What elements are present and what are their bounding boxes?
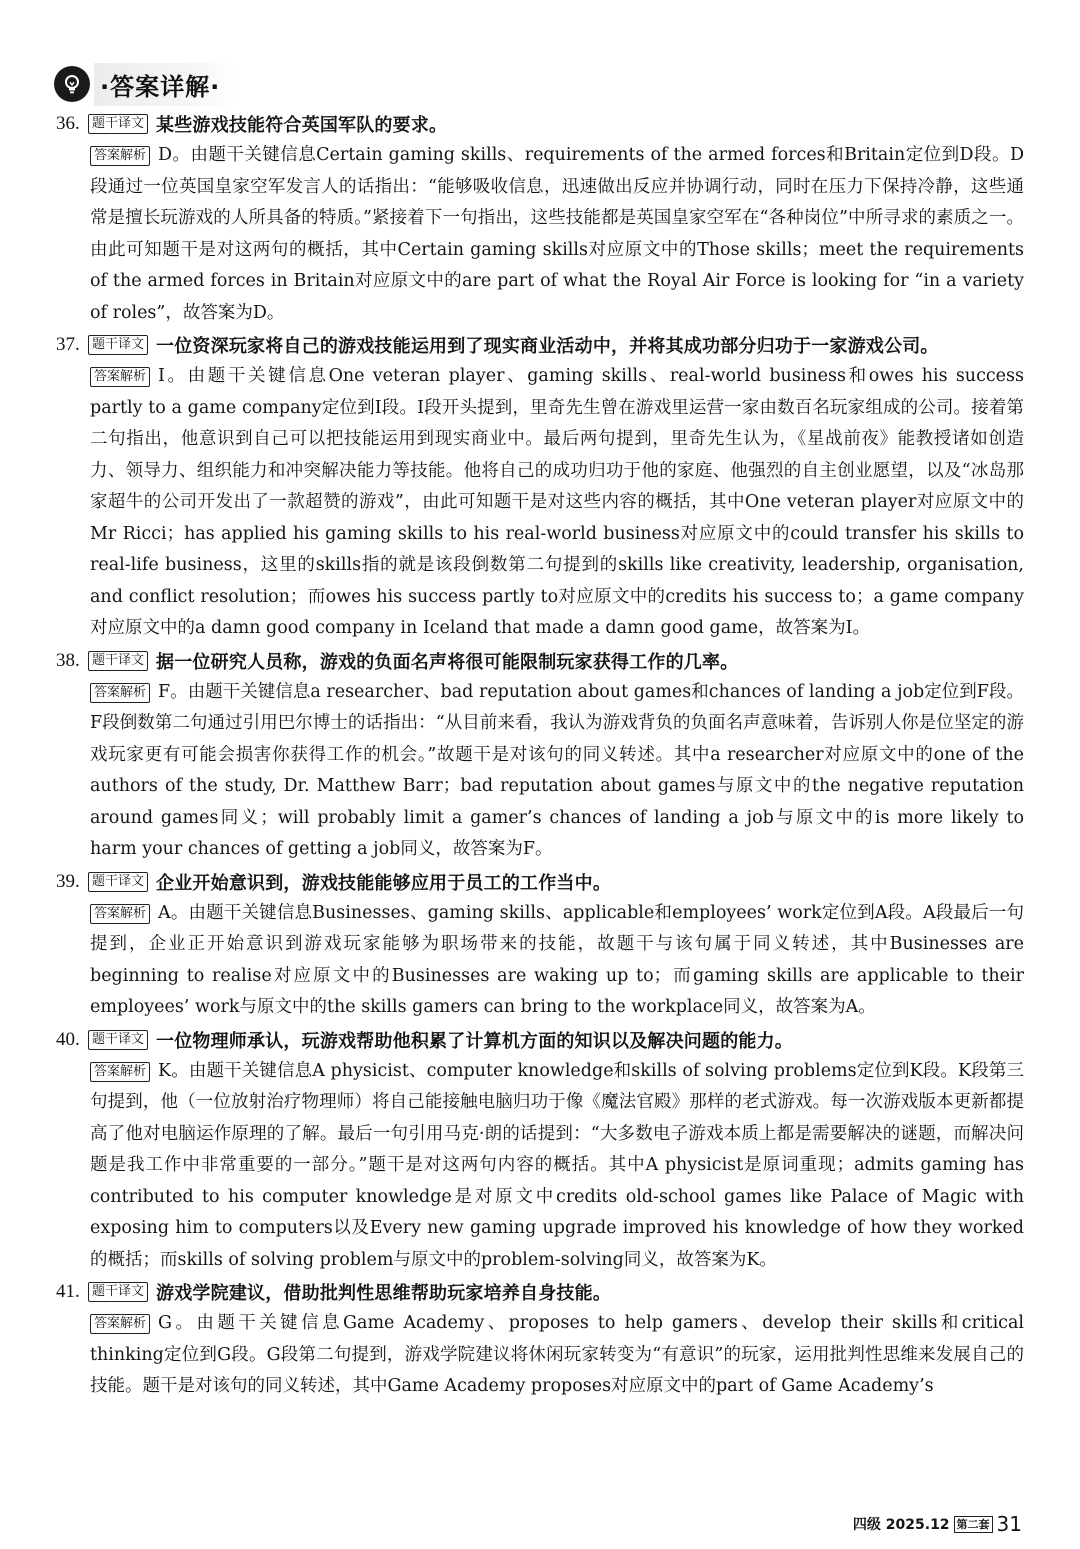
question-number: 37. xyxy=(56,334,80,355)
answer-explanation: K。由题干关键信息A physicist、computer knowledge和skills of solving problems定位到K段。K段第三句提到，他（一位放射治疗物理师）将自己能接触电脑归功于像《魔法官殿》那样的老式游戏。每一次游戏版本更新都提高了他对电脑运作原理的了解。最后一句引用马克·朗的话提到：“大多数电子游戏本质上都是需要解决的谜题，而解决问题是我工作中非常重要的一部分。”题干是对这两句内容的概括。其中A physicist是原词重现；admits gaming has contributed to his computer knowledge是对原文中credits old-school games like Palace of Magic with exposing him to computers以及Every new gaming upgrade improved his knowledge of how they worked的概括；而skills of solving problem与原文中的problem-solving同义，故答案为K。 xyxy=(90,1060,1024,1270)
answer-tag: 答案解析 xyxy=(90,146,150,166)
question-tag: 题干译文 xyxy=(88,335,148,355)
question-translation: 游戏学院建议，借助批判性思维帮助玩家培养自身技能。 xyxy=(156,1283,612,1304)
question-number: 39. xyxy=(56,870,80,892)
question-tag: 题干译文 xyxy=(88,872,148,892)
question-tag: 题干译文 xyxy=(88,1030,148,1050)
question-translation: 一位物理师承认，玩游戏帮助他积累了计算机方面的知识以及解决问题的能力。 xyxy=(156,1030,794,1052)
question-number: 38. xyxy=(56,649,80,671)
lightbulb-icon xyxy=(54,66,90,102)
answer-item-36 xyxy=(56,108,1024,329)
question-number: 36. xyxy=(56,113,80,134)
answer-tag: 答案解析 xyxy=(90,1314,150,1334)
page-footer xyxy=(853,1512,1022,1536)
question-number: 41. xyxy=(56,1281,80,1302)
section-title: ·答案详解· xyxy=(94,63,238,106)
question-translation: 某些游戏技能符合英国军队的要求。 xyxy=(156,115,448,136)
answer-tag: 答案解析 xyxy=(90,904,150,924)
answer-tag: 答案解析 xyxy=(90,1062,150,1082)
answer-explanation: F。由题干关键信息a researcher、bad reputation about games和chances of landing a job定位到F段。F段倒数第二句通过引用巴尔博士的话指出：“从目前来看，我认为游戏背负的负面名声意味着，告诉别人你是位坚定的游戏玩家更有可能会损害你获得工作的机会。”故题干是对该句的同义转述。其中a researcher对应原文中的one of the authors of the study, Dr. Matthew Barr；bad reputation about games与原文中的the negative reputation around games同义；will probably limit a gamer’s chances of landing a job与原文中的is more likely to harm your chances of getting a job同义，故答案为F。 xyxy=(90,681,1024,859)
question-translation: 据一位研究人员称，游戏的负面名声将很可能限制玩家获得工作的几率。 xyxy=(156,651,739,673)
answer-item-40 xyxy=(56,1024,1024,1277)
question-number: 40. xyxy=(56,1028,80,1050)
section-header xyxy=(54,62,238,106)
answer-list xyxy=(56,108,1024,1403)
question-translation: 一位资深玩家将自己的游戏技能运用到了现实商业活动中，并将其成功部分归功于一家游戏公司。 xyxy=(156,336,939,357)
question-tag: 题干译文 xyxy=(88,651,148,671)
answer-item-41 xyxy=(56,1276,1024,1403)
answer-explanation: D。由题干关键信息Certain gaming skills、requirements of the armed forces和Britain定位到D段。D段通过一位英国皇家空军发言人的话指出：“能够吸收信息，迅速做出反应并协调行动，同时在压力下保持冷静，这些通常是擅长玩游戏的人所具备的特质。”紧接着下一句指出，这些技能都是英国皇家空军在“各种岗位”中所寻求的素质之一。由此可知题干是对这两句的概括，其中Certain gaming skills对应原文中的Those skills；meet the requirements of the armed forces in Britain对应原文中的are part of what the Royal Air Force is looking for “in a variety of roles”，故答案为D。 xyxy=(90,145,1024,323)
page-number: 31 xyxy=(996,1512,1022,1536)
set-tag: 第二套 xyxy=(954,1516,993,1533)
question-tag: 题干译文 xyxy=(88,1282,148,1302)
question-tag: 题干译文 xyxy=(88,114,148,134)
issue-label: 四级 2025.12 xyxy=(852,1517,950,1533)
answer-explanation: I。由题干关键信息One veteran player、gaming skills、real-world business和owes his success partly to a game company定位到I段。I段开头提到，里奇先生曾在游戏里运营一家由数百名玩家组成的公司。接着第二句指出，他意识到自己可以把技能运用到现实商业中。最后两句提到，里奇先生认为，《星战前夜》能教授诸如创造力、领导力、组织能力和冲突解决能力等技能。他将自己的成功归功于他的家庭、他强烈的自主创业愿望，以及“冰岛那家超牛的公司开发出了一款超赞的游戏”，由此可知题干是对这些内容的概括，其中One veteran player对应原文中的Mr Ricci；has applied his gaming skills to his real-world business对应原文中的could transfer his skills to real-life business，这里的skills指的就是该段倒数第二句提到的skills like creativity, leadership, organisation, and conflict resolution；而owes his success partly to对应原文中的credits his success to；a game company对应原文中的a damn good company in Iceland that made a damn good game，故答案为I。 xyxy=(90,366,1024,638)
answer-tag: 答案解析 xyxy=(90,367,150,387)
answer-tag: 答案解析 xyxy=(90,683,150,703)
question-translation: 企业开始意识到，游戏技能能够应用于员工的工作当中。 xyxy=(156,872,612,894)
answer-item-37 xyxy=(56,329,1024,645)
answer-item-38 xyxy=(56,645,1024,866)
answer-item-39 xyxy=(56,866,1024,1024)
answer-explanation: A。由题干关键信息Businesses、gaming skills、applicable和employees’ work定位到A段。A段最后一句提到，企业正开始意识到游戏玩家能够为职场带来的技能，故题干与该句属于同义转述，其中Businesses are beginning to realise对应原文中的Businesses are waking up to；而gaming skills are applicable to their employees’ work与原文中的the skills gamers can bring to the workplace同义，故答案为A。 xyxy=(90,902,1024,1017)
answer-explanation: G。由题干关键信息Game Academy、proposes to help gamers、develop their skills和critical thinking定位到G段。G段第二句提到，游戏学院建议将休闲玩家转变为“有意识”的玩家，运用批判性思维来发展自己的技能。题干是对该句的同义转述，其中Game Academy proposes对应原文中的part of Game Academy’s xyxy=(90,1313,1024,1396)
